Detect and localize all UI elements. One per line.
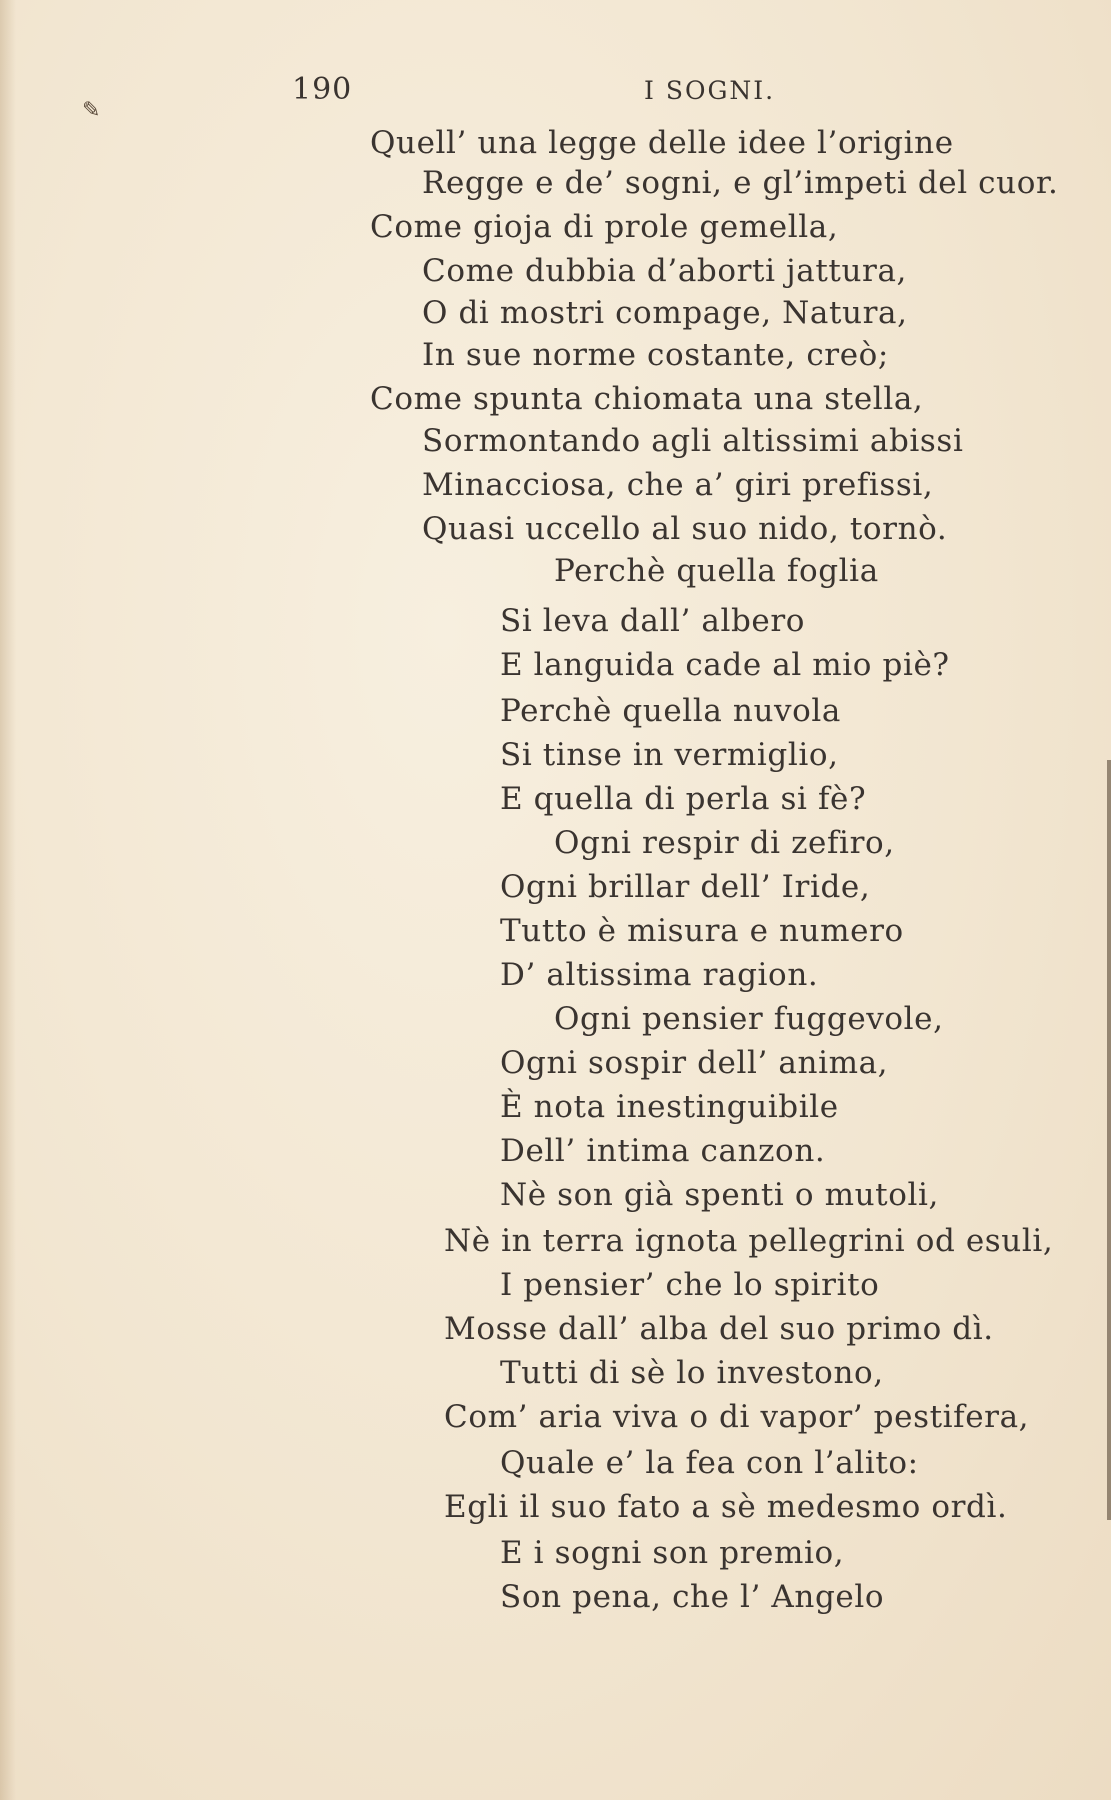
poem-line: Mosse dall’ alba del suo primo dì.: [444, 1311, 994, 1347]
poem-line: Quale e’ la fea con l’alito:: [500, 1445, 919, 1481]
poem-line: Sormontando agli altissimi abissi: [422, 423, 964, 459]
poem-line: Dell’ intima canzon.: [500, 1133, 826, 1169]
poem-line: Ogni respir di zefiro,: [554, 825, 895, 861]
poem-line: È nota inestinguibile: [500, 1089, 839, 1125]
running-title: I SOGNI.: [644, 76, 776, 105]
poem-line: E quella di perla si fè?: [500, 781, 867, 817]
poem-line: Quasi uccello al suo nido, tornò.: [422, 511, 948, 547]
poem-line: O di mostri compage, Natura,: [422, 295, 908, 331]
page-edge: [1107, 760, 1111, 1520]
poem-line: Come gioja di prole gemella,: [370, 209, 839, 245]
poem-line: Come spunta chiomata una stella,: [370, 381, 924, 417]
page-gutter-shadow: [0, 0, 16, 1800]
poem-line: In sue norme costante, creò;: [422, 337, 889, 373]
poem-line: Com’ aria viva o di vapor’ pestifera,: [444, 1399, 1030, 1435]
poem-line: Si tinse in vermiglio,: [500, 737, 839, 773]
pencil-mark: ✎: [82, 98, 101, 123]
poem-line: Ogni pensier fuggevole,: [554, 1001, 944, 1037]
page-number: 190: [292, 72, 353, 107]
poem-line: Perchè quella nuvola: [500, 693, 841, 729]
poem-line: Tutti di sè lo investono,: [500, 1355, 884, 1391]
poem-line: Egli il suo fato a sè medesmo ordì.: [444, 1489, 1008, 1525]
poem-line: Quell’ una legge delle idee l’origine: [370, 125, 954, 161]
poem-line: Come dubbia d’aborti jattura,: [422, 253, 907, 289]
poem-line: Minacciosa, che a’ giri prefissi,: [422, 467, 934, 503]
poem-line: I pensier’ che lo spirito: [500, 1267, 880, 1303]
page-header: [0, 72, 1111, 112]
poem-line: Son pena, che l’ Angelo: [500, 1579, 885, 1615]
poem-line: Ogni sospir dell’ anima,: [500, 1045, 889, 1081]
poem-line: Ogni brillar dell’ Iride,: [500, 869, 871, 905]
poem-line: Nè son già spenti o mutoli,: [500, 1177, 939, 1213]
poem-line: E languida cade al mio piè?: [500, 647, 950, 683]
poem-line: E i sogni son premio,: [500, 1535, 845, 1571]
poem-line: D’ altissima ragion.: [500, 957, 819, 993]
poem-line: Regge e de’ sogni, e gl’impeti del cuor.: [422, 165, 1059, 201]
poem-line: Si leva dall’ albero: [500, 603, 806, 639]
poem-line: Nè in terra ignota pellegrini od esuli,: [444, 1223, 1054, 1259]
poem-line: Tutto è misura e numero: [500, 913, 904, 949]
poem-line: Perchè quella foglia: [554, 553, 879, 589]
